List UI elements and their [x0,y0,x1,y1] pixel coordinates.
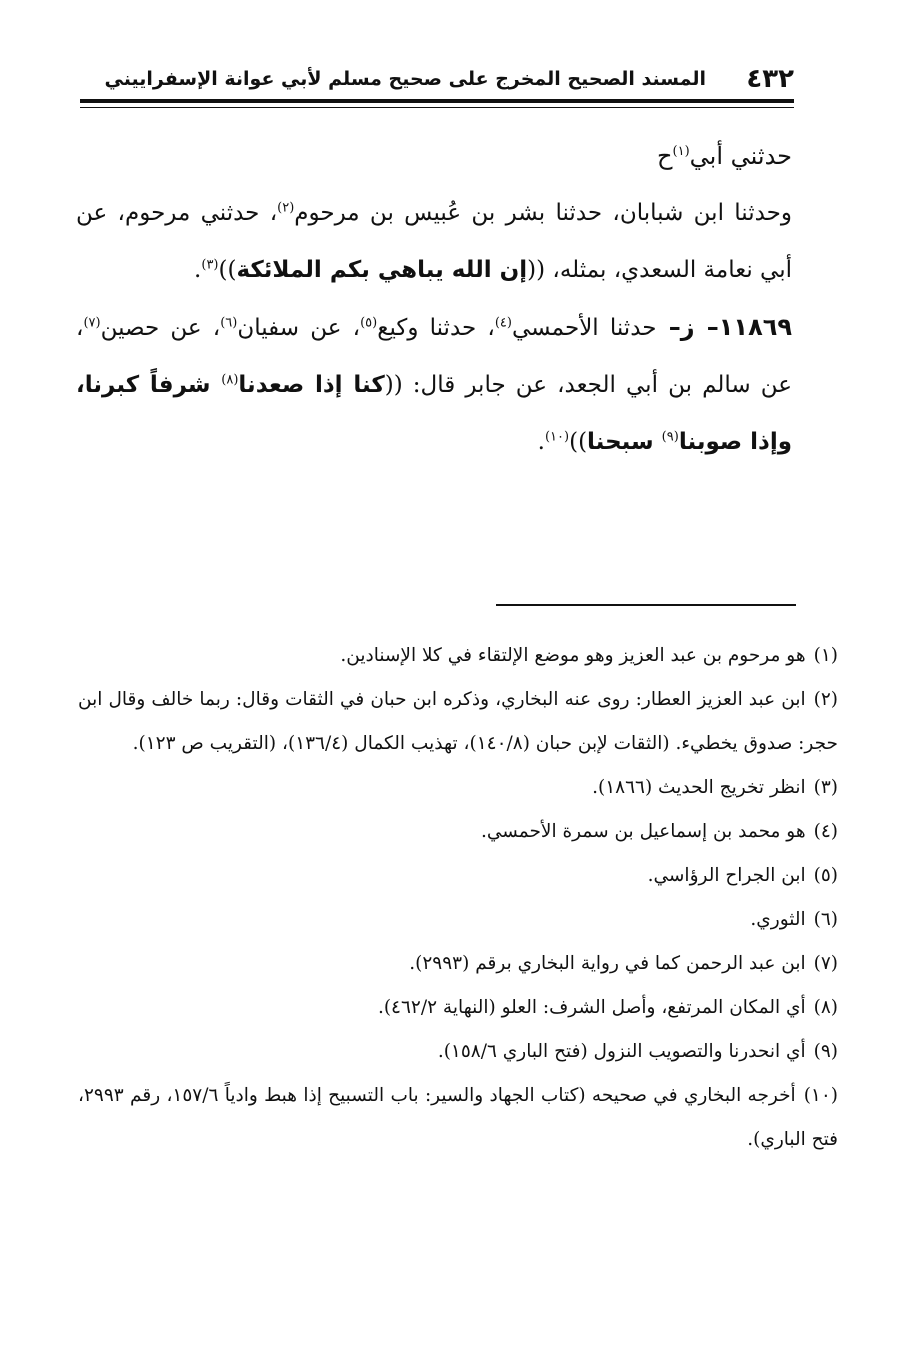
footnote-ref: (٥) [360,315,378,331]
hadith-quote: شرفاً كبرنا، وإذا صوبنا [76,372,792,455]
footnote-text: ابن عبد الرحمن كما في رواية البخاري برقم (٢٩٩٣). [409,953,806,974]
footnote-6 [78,898,838,942]
quote-open: (( [527,257,546,283]
footnote-text: انظر تخريج الحديث (١٨٦٦). [592,777,806,798]
footnote-ref: (٦) [220,315,238,331]
text-span: حدثني أبي [689,142,792,170]
footnote-8 [78,986,838,1030]
footnote-text: هو مرحوم بن عبد العزيز وهو موضع الإلتقاء في كلا الإسنادين. [340,645,806,666]
text-span: ، حدثنا وكيع [377,315,495,341]
footnote-ref: (٧) [83,315,101,331]
footnotes [78,634,838,1162]
page-header [80,62,794,102]
footnote-label: (٩) [813,1041,838,1062]
footnote-1 [78,634,838,678]
hadith-quote: إن الله يباهي بكم الملائكة [236,257,528,283]
paragraph-2 [76,185,792,299]
footnote-text: أي المكان المرتفع، وأصل الشرف: العلو (النهاية ٤٦٢/٢). [377,997,806,1018]
text-span: ، عن حصين [100,315,221,341]
text-span: وحدثنا ابن شبابان، حدثنا بشر بن عُبيس بن مرحوم [294,200,793,226]
footnote-label: (٤) [813,821,838,842]
footnote-label: (٨) [813,997,838,1018]
footnote-4 [78,810,838,854]
text-span: حدثنا الأحمسي [511,315,657,341]
page-number: ٤٣٢ [746,64,794,94]
quote-open: (( [384,372,403,398]
main-text [76,128,792,471]
header-rule-thick [80,99,794,103]
running-title: المسند الصحيح المخرج على صحيح مسلم لأبي عوانة الإسفراييني [104,68,706,90]
footnote-text: ابن الجراح الرؤاسي. [647,865,806,886]
text-span: ، عن سالم بن أبي الجعد، عن جابر قال: [76,315,792,398]
footnote-7 [78,942,838,986]
footnote-5 [78,854,838,898]
footnote-label: (٢) [813,689,838,710]
hadith-marker: – ز– [656,313,719,341]
paragraph-1 [76,128,792,185]
footnote-label: (٦) [813,909,838,930]
text-span: ، عن سفيان [237,315,361,341]
footnote-ref: (٨) [221,372,239,388]
footnote-label: (١) [813,645,838,666]
footnote-10 [78,1074,838,1162]
footnote-2 [78,678,838,766]
hadith-number: ١١٨٦٩ [718,313,793,341]
footnote-label: (١٠) [803,1085,838,1106]
paragraph-3 [76,299,792,471]
footnote-ref: (٣) [201,257,219,273]
hadith-quote: سبحنا [587,429,662,455]
footnote-ref: (٩) [661,429,679,445]
footnote-label: (٣) [813,777,838,798]
text-span: . [537,429,545,455]
footnote-label: (٥) [813,865,838,886]
hadith-quote: كنا إذا صعدنا [238,372,385,398]
text-span: ، حدثني مرحوم، عن أبي نعامة السعدي، بمثله، [76,200,792,283]
footnote-text: أخرجه البخاري في صحيحه (كتاب الجهاد والسير: باب التسبيح إذا هبط وادياً ١٥٧/٦، رقم ٢٩٩٣، فتح الباري). [78,1085,838,1150]
quote-close: )) [218,257,237,283]
footnote-ref: (٤) [494,315,512,331]
footnote-ref: (٢) [277,200,295,216]
footnote-text: الثوري. [750,909,806,930]
footnote-9 [78,1030,838,1074]
footnote-text: أي انحدرنا والتصويب النزول (فتح الباري ١٥٨/٦). [437,1041,806,1062]
footnote-text: ابن عبد العزيز العطار: روى عنه البخاري، وذكره ابن حبان في الثقات وقال: ربما خالف وقال ابن حجر: صدوق يخطيء. (الثقات لإبن حبان (١٤٠/٨)، تهذيب الكمال (١٣٦/٤)، (التقريب ص ١٢٣). [78,689,838,754]
header-rule-thin [80,107,794,108]
footnote-label: (٧) [813,953,838,974]
footnote-3 [78,766,838,810]
footnote-ref: (١٠) [544,429,570,445]
footnote-ref: (١) [672,144,690,159]
text-span: ح [657,142,673,170]
footnote-separator [496,604,796,606]
quote-close: )) [569,429,588,455]
footnote-text: هو محمد بن إسماعيل بن سمرة الأحمسي. [480,821,806,842]
text-span: . [194,257,202,283]
